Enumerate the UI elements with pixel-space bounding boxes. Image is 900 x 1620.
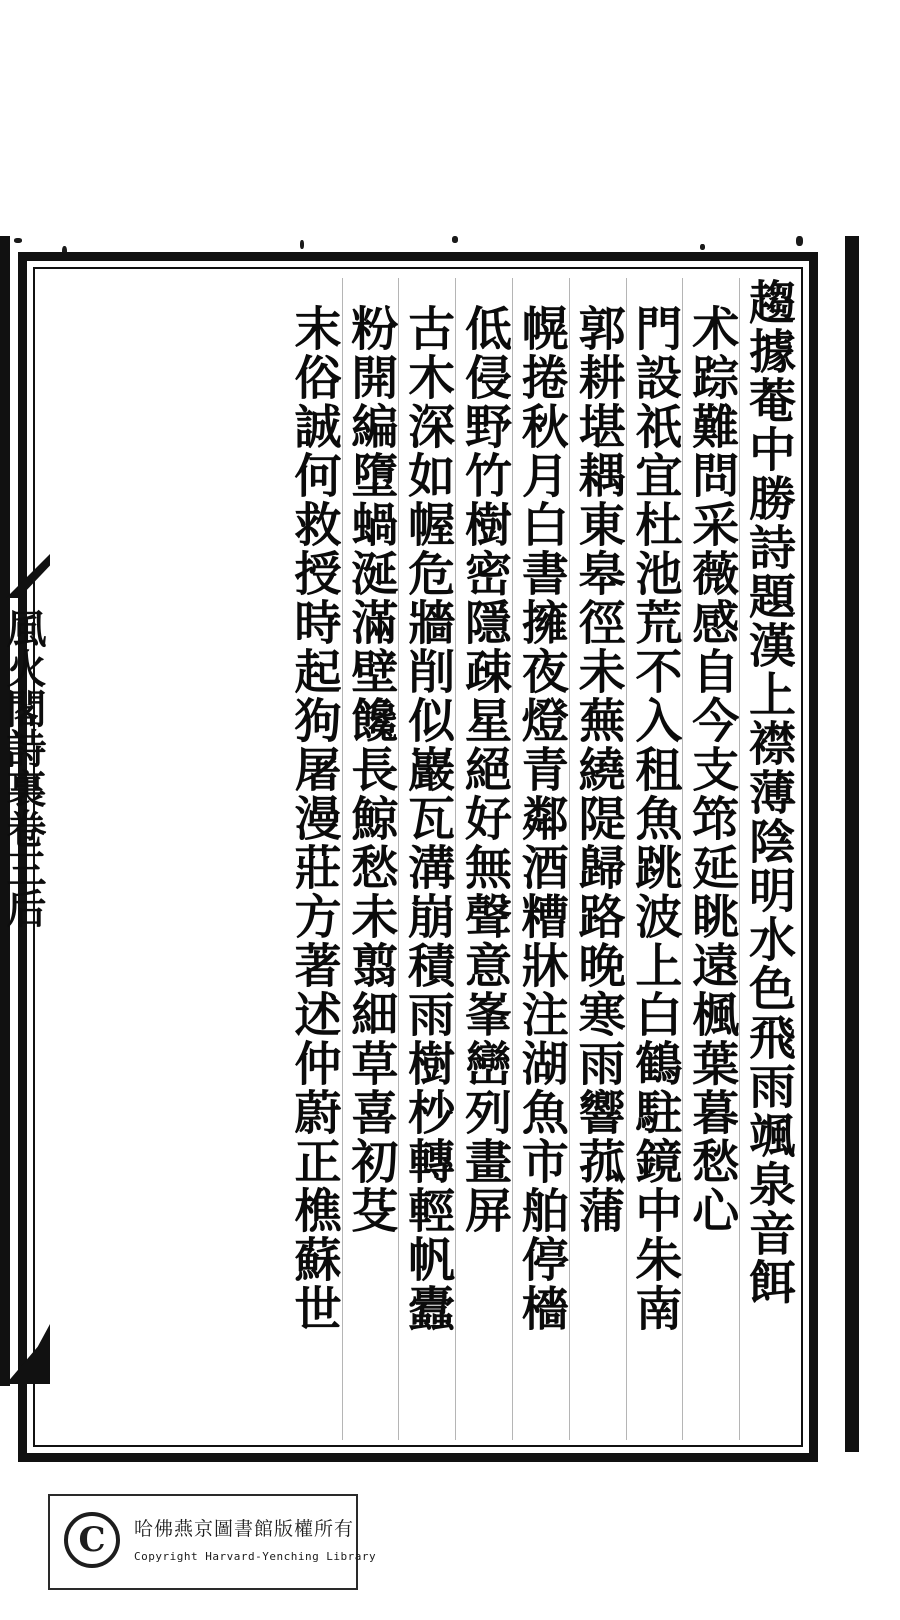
scan-speckle	[700, 244, 705, 250]
library-copyright-stamp	[48, 1494, 377, 1590]
stamp-cjk-text: 哈佛燕京圖書館版權所有	[134, 1518, 355, 1540]
stamp-english-text: Copyright Harvard-Yenching Library	[134, 1550, 377, 1563]
right-scan-edge-band	[845, 236, 859, 1452]
column-rule	[512, 278, 513, 1440]
column-rule	[739, 278, 740, 1440]
text-column-2: 术踪難問采薇感自今支筇延眺遠楓葉暮愁心	[684, 304, 740, 1235]
edge-mark-top	[6, 554, 50, 598]
text-column-4: 郭耕堪耦東皋徑未蕪繞隄歸路晚寒雨響菰蒲	[570, 304, 626, 1235]
text-column-6: 低侵野竹樹密隱疎星絕好無聲意峯巒列畫屏	[456, 304, 512, 1235]
text-column-1: 趨據菴中勝詩題漢上襟薄陰明水色飛雨颯泉音餌	[741, 278, 796, 1307]
text-column-8: 粉開編墮蝸涎滿壁饞長鯨愁未翦細草喜初芟	[343, 304, 399, 1235]
text-column-9: 末俗誠何救授時起狗屠漫莊方著述仲蔚正樵蘇世	[286, 304, 342, 1333]
text-column-3: 門設祇宜杜池荒不入租魚跳波上白鶴駐鏡中朱南	[627, 304, 683, 1333]
column-rule	[342, 278, 343, 1440]
text-column-5: 幌捲秋月白書擁夜燈青鄰酒糟牀注湖魚市舶停檣	[513, 304, 569, 1333]
text-column-7: 古木深如幄危牆削似巖瓦溝崩積雨樹杪轉輕帆蠹	[400, 304, 456, 1333]
scan-speckle	[796, 236, 803, 246]
column-rule	[455, 278, 456, 1440]
edge-mark-bottom	[6, 1324, 50, 1384]
vertical-text-block	[36, 268, 800, 1446]
column-rule	[398, 278, 399, 1440]
facing-page-edge-fragment	[0, 548, 56, 1388]
column-rule	[569, 278, 570, 1440]
column-rule	[682, 278, 683, 1440]
edge-fragment-text: 風火閣詩裏卷三后	[0, 608, 47, 928]
scan-speckle	[300, 240, 304, 249]
copyright-symbol-icon: C	[64, 1512, 120, 1568]
scan-speckle	[14, 238, 22, 243]
column-rule	[626, 278, 627, 1440]
scan-speckle	[452, 236, 458, 243]
